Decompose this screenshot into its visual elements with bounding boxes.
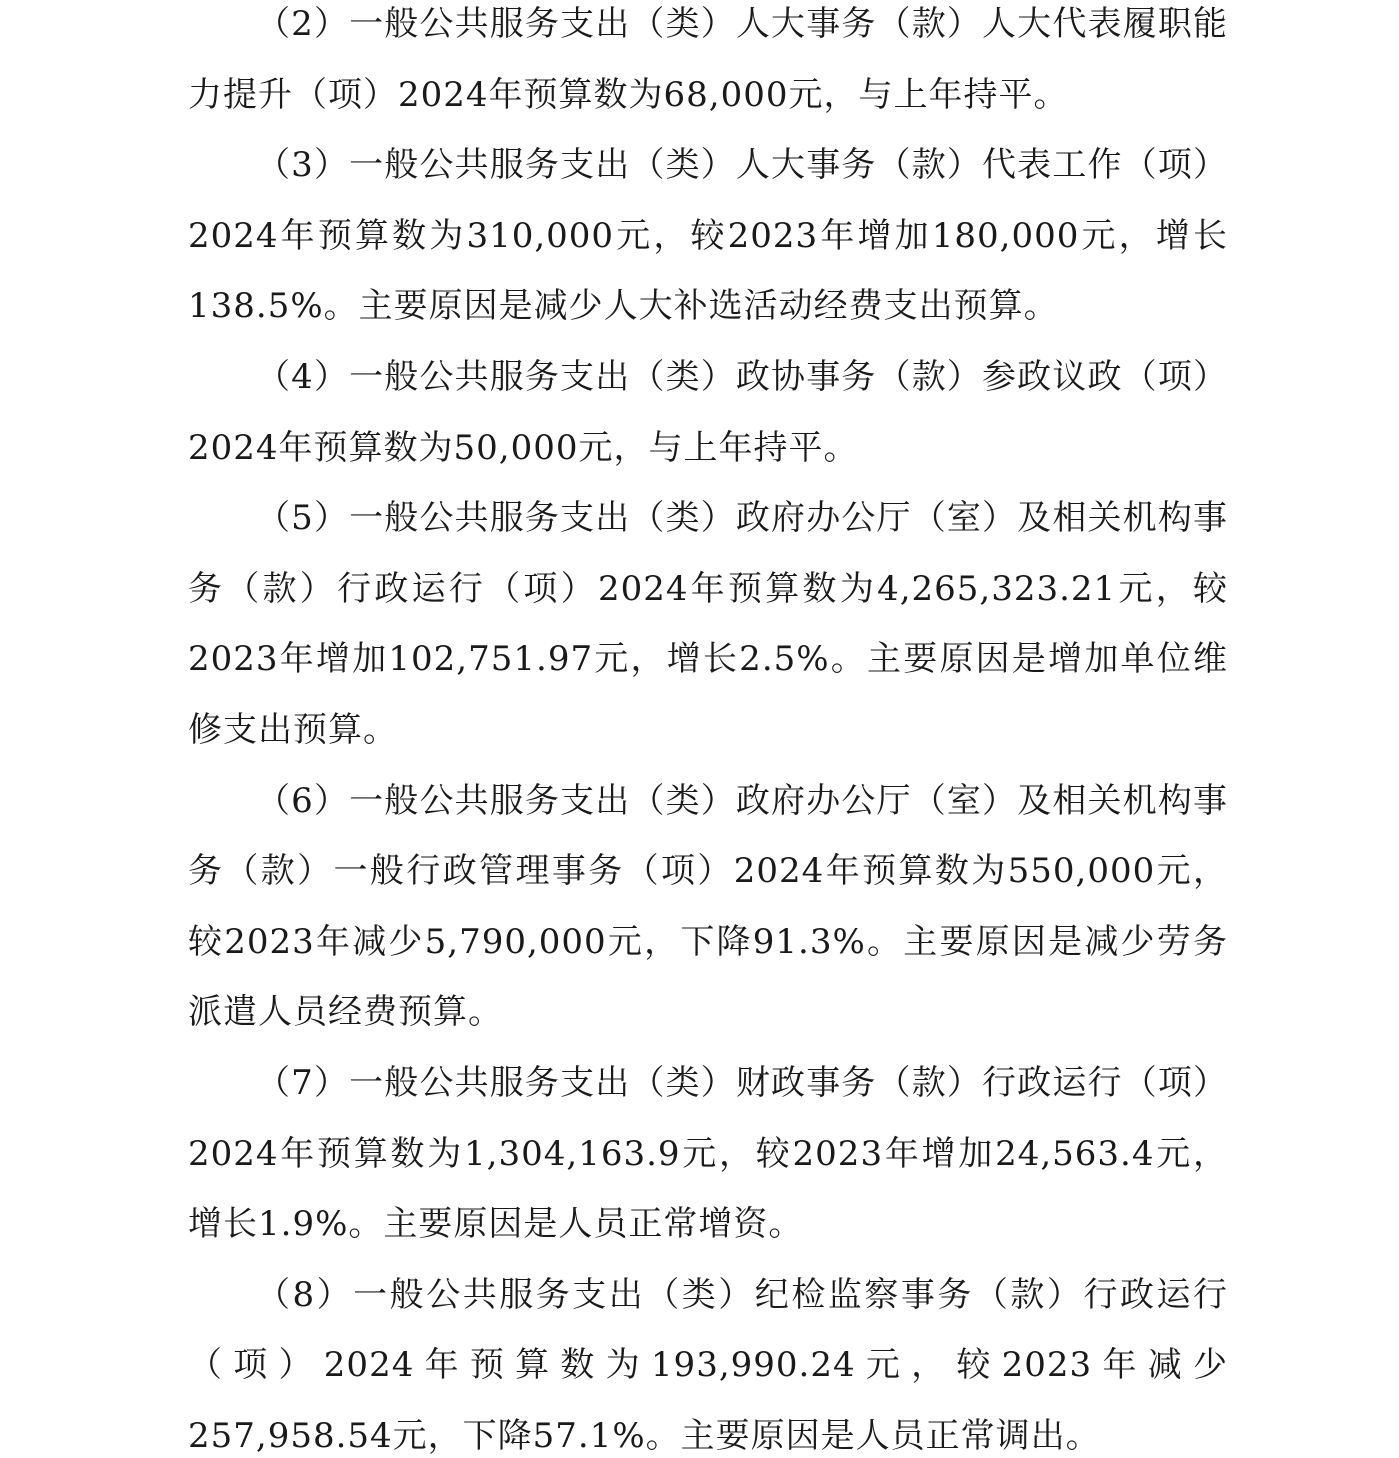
paragraph-6: （6）一般公共服务支出（类）政府办公厅（室）及相关机构事务（款）一般行政管理事务（项）2024年预算数为550,000元，较2023年减少5,790,000元，下降91.3%。主要原因是减少劳务派遣人员经费预算。 — [188, 780, 1228, 1033]
document-page — [188, 0, 1228, 1458]
paragraph-8: （8）一般公共服务支出（类）纪检监察事务（款）行政运行（项）2024年预算数为193,990.24元，较2023年减少257,958.54元，下降57.1%。主要原因是人员正常调出。 — [188, 1274, 1228, 1456]
paragraph-5: （5）一般公共服务支出（类）政府办公厅（室）及相关机构事务（款）行政运行（项）2024年预算数为4,265,323.21元，较2023年增加102,751.97元，增长2.5%。主要原因是增加单位维修支出预算。 — [188, 498, 1228, 750]
paragraph-4: （4）一般公共服务支出（类）政协事务（款）参政议政（项）2024年预算数为50,000元，与上年持平。 — [188, 356, 1228, 468]
paragraph-7: （7）一般公共服务支出（类）财政事务（款）行政运行（项）2024年预算数为1,304,163.9元，较2023年增加24,563.4元，增长1.9%。主要原因是人员正常增资。 — [188, 1062, 1228, 1245]
paragraph-2: （2）一般公共服务支出（类）人大事务（款）人大代表履职能力提升（项）2024年预算数为68,000元，与上年持平。 — [188, 4, 1228, 115]
paragraph-3: （3）一般公共服务支出（类）人大事务（款）代表工作（项）2024年预算数为310,000元，较2023年增加180,000元，增长138.5%。主要原因是减少人大补选活动经费支出预算。 — [188, 145, 1228, 327]
